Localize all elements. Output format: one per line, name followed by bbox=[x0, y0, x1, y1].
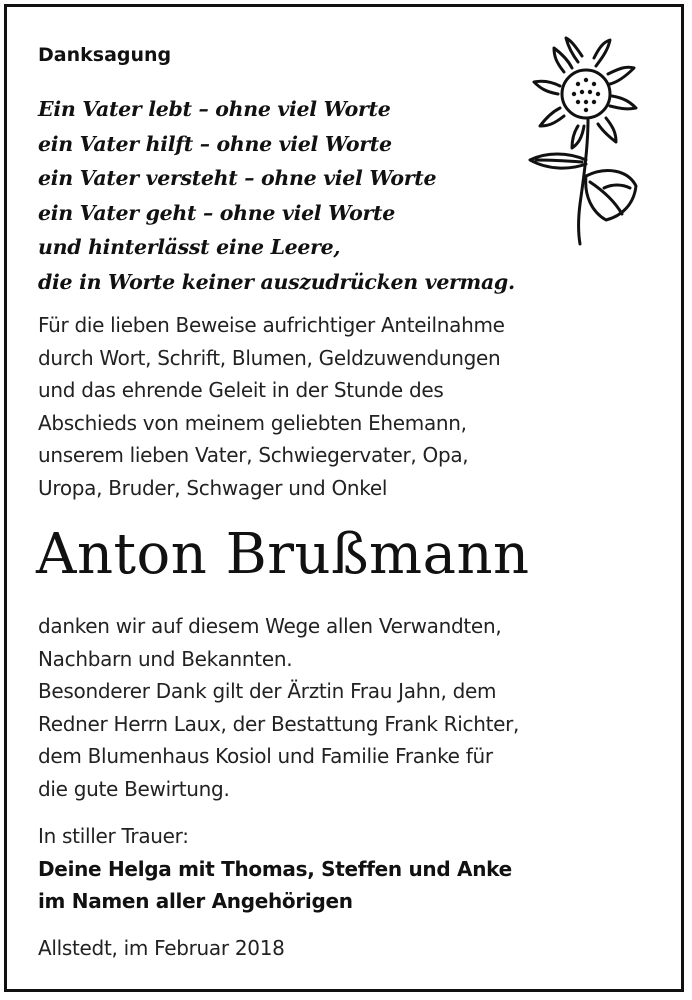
thanks-line: Redner Herrn Laux, der Bestattung Frank Richter, bbox=[38, 711, 520, 736]
mourning-block bbox=[38, 820, 658, 918]
intro-paragraph bbox=[38, 309, 658, 505]
poem-line: ein Vater versteht – ohne viel Worte bbox=[38, 166, 437, 190]
mourning-intro: In stiller Trauer: bbox=[38, 824, 189, 848]
intro-line: durch Wort, Schrift, Blumen, Geldzuwendungen bbox=[38, 345, 501, 370]
thanks-line: Nachbarn und Bekannten. bbox=[38, 646, 293, 671]
poem-line: ein Vater geht – ohne viel Worte bbox=[38, 200, 395, 225]
family-line: im Namen aller Angehörigen bbox=[38, 889, 353, 914]
thanks-line: Besonderer Dank gilt der Ärztin Frau Jahn, dem bbox=[38, 679, 497, 704]
thanks-line: danken wir auf diesem Wege allen Verwandten, bbox=[38, 614, 502, 638]
intro-line: Für die lieben Beweise aufrichtiger Anteilnahme bbox=[38, 313, 505, 337]
poem-line: ein Vater hilft – ohne viel Worte bbox=[38, 131, 392, 156]
intro-line: unserem lieben Vater, Schwiegervater, Opa, bbox=[38, 443, 469, 468]
poem bbox=[38, 92, 598, 299]
thanks-paragraph bbox=[38, 610, 658, 806]
notice-heading: Danksagung bbox=[38, 44, 172, 66]
poem-line: die in Worte keiner auszudrücken vermag. bbox=[38, 269, 515, 294]
poem-line: Ein Vater lebt – ohne viel Worte bbox=[38, 97, 391, 121]
intro-line: Abschieds von meinem geliebten Ehemann, bbox=[38, 410, 467, 435]
thanks-line: dem Blumenhaus Kosiol und Familie Franke für bbox=[38, 744, 493, 769]
place-date: Allstedt, im Februar 2018 bbox=[38, 936, 285, 960]
intro-line: Uropa, Bruder, Schwager und Onkel bbox=[38, 475, 388, 500]
intro-line: und das ehrende Geleit in der Stunde des bbox=[38, 378, 444, 403]
deceased-name: Anton Brußmann bbox=[36, 522, 530, 587]
family-line: Deine Helga mit Thomas, Steffen und Anke bbox=[38, 856, 512, 881]
poem-line: und hinterlässt eine Leere, bbox=[38, 235, 341, 259]
thanks-line: die gute Bewirtung. bbox=[38, 776, 230, 801]
